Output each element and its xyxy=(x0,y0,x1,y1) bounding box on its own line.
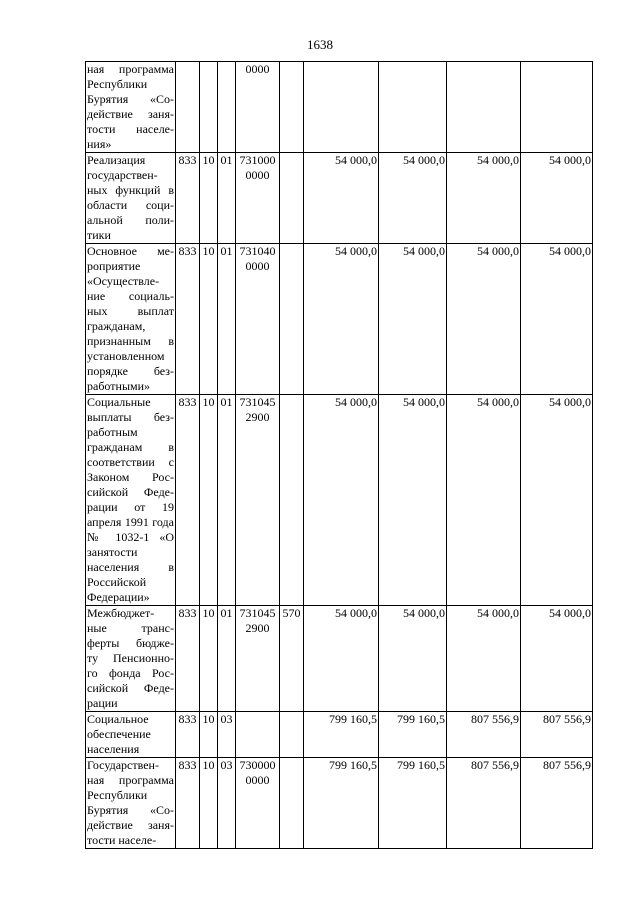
row-name-cell: ная программа Республики Бурятия «Со- действие заня- тости населе- ния» xyxy=(87,62,174,151)
grbs-code-cell: 833 xyxy=(176,758,200,849)
section-code-cell: 10 xyxy=(200,758,218,849)
table-row xyxy=(86,606,593,712)
section-code-cell: 10 xyxy=(200,606,218,712)
expense-type-cell xyxy=(280,244,304,395)
subsection-code-cell: 03 xyxy=(218,758,236,849)
amount-cell-4 xyxy=(521,62,593,153)
target-article-cell: 731000 0000 xyxy=(236,153,280,244)
grbs-code-cell: 833 xyxy=(176,153,200,244)
row-name-cell: Реализация государствен- ных функций в области соци- альной поли- тики xyxy=(87,153,174,242)
amount-cell-1: 54 000,0 xyxy=(304,153,379,244)
row-name-cell: Государствен- ная программа Республики Бурятия «Со- действие заня- тости населе- xyxy=(87,758,174,847)
expense-type-cell xyxy=(280,758,304,849)
page-number: 1638 xyxy=(307,37,333,52)
amount-cell-4: 54 000,0 xyxy=(521,606,593,712)
grbs-code-cell: 833 xyxy=(176,244,200,395)
section-code-cell: 10 xyxy=(200,153,218,244)
amount-cell-1: 54 000,0 xyxy=(304,244,379,395)
grbs-code-cell xyxy=(176,62,200,153)
table-row xyxy=(86,712,593,758)
target-article-cell xyxy=(236,712,280,758)
amount-cell-4: 54 000,0 xyxy=(521,153,593,244)
amount-cell-2: 54 000,0 xyxy=(379,395,447,606)
table-row xyxy=(86,62,593,153)
section-code-cell: 10 xyxy=(200,244,218,395)
amount-cell-1 xyxy=(304,62,379,153)
amount-cell-2 xyxy=(379,62,447,153)
target-article-cell: 0000 xyxy=(236,62,280,153)
amount-cell-1: 54 000,0 xyxy=(304,395,379,606)
amount-cell-2: 799 160,5 xyxy=(379,758,447,849)
target-article-cell: 730000 0000 xyxy=(236,758,280,849)
section-code-cell xyxy=(200,62,218,153)
amount-cell-3: 54 000,0 xyxy=(447,606,521,712)
section-code-cell: 10 xyxy=(200,712,218,758)
grbs-code-cell: 833 xyxy=(176,606,200,712)
amount-cell-3: 807 556,9 xyxy=(447,712,521,758)
amount-cell-4: 807 556,9 xyxy=(521,712,593,758)
row-name-cell: Социальные выплаты без- работным гражданам в соответствии с Законом Рос- сийской Феде- рации от 19 апреля 1991 года № 1032-1 «О занятости населения в Российской Федерации» xyxy=(87,395,174,604)
amount-cell-1: 799 160,5 xyxy=(304,712,379,758)
amount-cell-3 xyxy=(447,62,521,153)
grbs-code-cell: 833 xyxy=(176,712,200,758)
amount-cell-3: 54 000,0 xyxy=(447,244,521,395)
amount-cell-4: 54 000,0 xyxy=(521,244,593,395)
table-row xyxy=(86,758,593,849)
target-article-cell: 731045 2900 xyxy=(236,606,280,712)
subsection-code-cell xyxy=(218,62,236,153)
subsection-code-cell: 01 xyxy=(218,244,236,395)
subsection-code-cell: 01 xyxy=(218,153,236,244)
row-name-cell: Социальное обеспечение населения xyxy=(86,712,176,758)
amount-cell-4: 807 556,9 xyxy=(521,758,593,849)
target-article-cell: 731040 0000 xyxy=(236,244,280,395)
amount-cell-1: 799 160,5 xyxy=(304,758,379,849)
amount-cell-4: 54 000,0 xyxy=(521,395,593,606)
amount-cell-2: 54 000,0 xyxy=(379,606,447,712)
amount-cell-2: 799 160,5 xyxy=(379,712,447,758)
amount-cell-3: 807 556,9 xyxy=(447,758,521,849)
row-name-cell: Межбюджет- ные транс- ферты бюдже- ту Пенсионно- го фонда Рос- сийской Феде- рации xyxy=(87,606,174,710)
amount-cell-3: 54 000,0 xyxy=(447,395,521,606)
table-row xyxy=(86,395,593,606)
budget-table xyxy=(85,61,593,849)
subsection-code-cell: 01 xyxy=(218,606,236,712)
expense-type-cell xyxy=(280,395,304,606)
target-article-cell: 731045 2900 xyxy=(236,395,280,606)
expense-type-cell xyxy=(280,712,304,758)
table-row xyxy=(86,153,593,244)
expense-type-cell xyxy=(280,62,304,153)
amount-cell-2: 54 000,0 xyxy=(379,244,447,395)
amount-cell-3: 54 000,0 xyxy=(447,153,521,244)
row-name-cell: Основное ме- роприятие «Осуществле- ние социаль- ных выплат гражданам, признанным в установленном порядке без- работными» xyxy=(87,244,174,393)
amount-cell-2: 54 000,0 xyxy=(379,153,447,244)
grbs-code-cell: 833 xyxy=(176,395,200,606)
section-code-cell: 10 xyxy=(200,395,218,606)
amount-cell-1: 54 000,0 xyxy=(304,606,379,712)
subsection-code-cell: 01 xyxy=(218,395,236,606)
table-row xyxy=(86,244,593,395)
expense-type-cell: 570 xyxy=(280,606,304,712)
expense-type-cell xyxy=(280,153,304,244)
subsection-code-cell: 03 xyxy=(218,712,236,758)
